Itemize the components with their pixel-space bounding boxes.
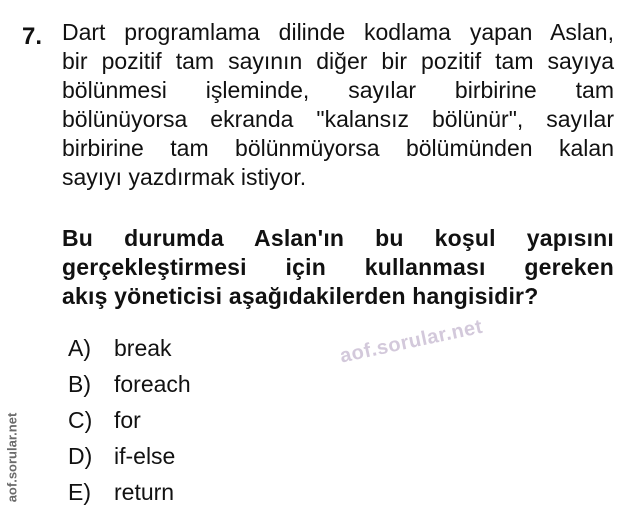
option-a[interactable] [68, 330, 368, 366]
stem-line: Dart programlama dilinde kodlama yapan Aslan, [62, 19, 614, 45]
stem-line: bölünüyorsa ekranda "kalansız bölünür", sayılar [62, 106, 614, 132]
option-text: break [114, 334, 172, 361]
question-number: 7. [22, 23, 43, 50]
option-letter: C) [68, 406, 93, 433]
option-c[interactable] [68, 402, 368, 438]
option-text: return [114, 478, 175, 505]
question-prompt [62, 224, 614, 311]
prompt-line: gerçekleştirmesi için kullanması gereken [62, 254, 614, 280]
option-text: if-else [114, 442, 176, 469]
prompt-line: Bu durumda Aslan'ın bu koşul yapısını [62, 225, 614, 251]
option-letter: E) [68, 478, 91, 505]
stem-line: bölünmesi işleminde, sayılar birbirine tam [62, 77, 614, 103]
stem-line: birbirine tam bölünmüyorsa bölümünden kalan [62, 135, 614, 161]
watermark-center: aof.sorular.net [338, 315, 485, 368]
prompt-line: akış yöneticisi aşağıdakilerden hangisidir? [62, 283, 539, 309]
option-e[interactable] [68, 474, 368, 510]
option-text: for [114, 406, 141, 433]
option-letter: B) [68, 370, 91, 397]
option-text: foreach [114, 370, 191, 397]
option-letter: A) [68, 334, 91, 361]
question-stem [62, 18, 614, 192]
stem-line: sayıyı yazdırmak istiyor. [62, 164, 307, 190]
stem-line: bir pozitif tam sayının diğer bir pozitif tam sayıya [62, 48, 614, 74]
option-letter: D) [68, 442, 93, 469]
option-d[interactable] [68, 438, 368, 474]
watermark-side: aof.sorular.net [4, 412, 20, 503]
answer-options [68, 330, 368, 510]
option-b[interactable] [68, 366, 368, 402]
